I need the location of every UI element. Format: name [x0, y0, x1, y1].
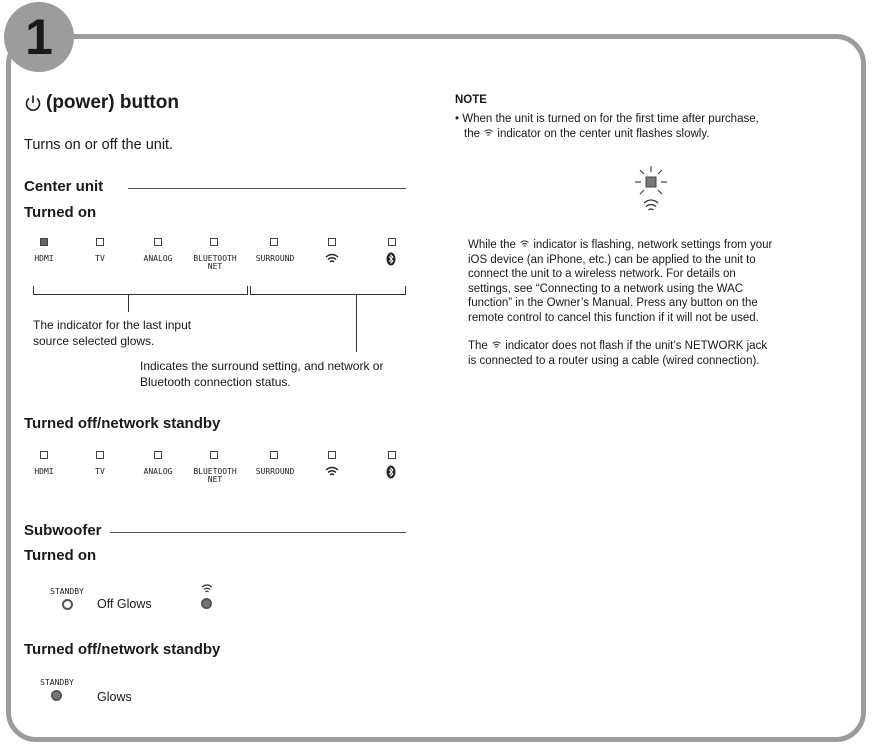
subwoofer-on-status: Off Glows: [97, 597, 152, 611]
subwoofer-on-heading: Turned on: [24, 547, 97, 564]
wifi-icon: [483, 129, 494, 137]
label-bluetooth-net: BLUETOOTH NET: [193, 467, 237, 484]
led-bluetooth: [388, 238, 396, 246]
led-analog: [154, 451, 162, 459]
wifi-icon: [491, 341, 502, 349]
led-surround: [270, 238, 278, 246]
power-icon: [24, 94, 42, 112]
center-led-row-on: [30, 236, 410, 276]
note-bullet-text-a: the: [464, 127, 480, 140]
label-hdmi: HDMI: [34, 254, 54, 263]
standby-indicator-off: [62, 599, 73, 610]
wifi-icon: [519, 240, 530, 248]
note-para1-a: While the: [468, 239, 516, 251]
label-surround: SURROUND: [255, 254, 295, 263]
input-callout-line: [128, 294, 129, 312]
center-led-row-off: [30, 449, 410, 489]
network-indicator-on: [201, 598, 212, 609]
led-analog: [154, 238, 162, 246]
standby-label: STANDBY: [40, 678, 74, 687]
standby-indicator-on: [51, 690, 62, 701]
center-off-heading: Turned off/network standby: [24, 415, 221, 432]
label-tv: TV: [95, 467, 105, 476]
led-bluetooth-net: [210, 451, 218, 459]
callout-input-text: The indicator for the last input source selected glows.: [33, 318, 192, 348]
led-tv: [96, 238, 104, 246]
wifi-icon: [200, 584, 214, 594]
section-title: [24, 92, 179, 114]
callout-surround-text: Indicates the surround setting, and network or Bluetooth connection status.: [140, 359, 384, 389]
led-surround: [270, 451, 278, 459]
led-hdmi: [40, 451, 48, 459]
label-analog: ANALOG: [143, 467, 173, 476]
standby-label: STANDBY: [50, 587, 84, 596]
led-bluetooth: [388, 451, 396, 459]
note-bullet: [455, 112, 845, 141]
led-bluetooth-net: [210, 238, 218, 246]
wifi-icon: [324, 466, 340, 478]
led-wifi: [328, 238, 336, 246]
note-paragraph-1: [468, 238, 848, 325]
center-unit-heading: Center unit: [24, 178, 104, 195]
flashing-led-icon: [633, 164, 669, 216]
subwoofer-off-status: Glows: [97, 690, 132, 704]
step-number-badge: 1: [4, 2, 74, 72]
center-unit-rule: [128, 188, 406, 189]
input-bracket: [33, 286, 248, 295]
label-surround: SURROUND: [255, 467, 295, 476]
note-para2-a: The: [468, 340, 488, 352]
led-hdmi: [40, 238, 48, 246]
bluetooth-icon: [386, 465, 396, 479]
subwoofer-rule: [110, 532, 406, 533]
bluetooth-icon: [386, 252, 396, 266]
subwoofer-heading: Subwoofer: [24, 522, 102, 539]
label-tv: TV: [95, 254, 105, 263]
label-hdmi: HDMI: [34, 467, 54, 476]
note-para1-b: indicator is flashing, network settings from your iOS device (an iPhone, etc.) can be applied to the unit to connect the unit to a wireless network. For details on settings, see “Connecting to a network using the WAC function” in the Owner’s Manual. Press any button on the remote control to cancel this function if it will not be used.: [468, 239, 773, 324]
note-para2-b: indicator does not flash if the unit’s NETWORK jack is connected to a router using a cable (wired connection).: [468, 340, 768, 367]
subwoofer-off-heading: Turned off/network standby: [24, 641, 221, 658]
center-on-heading: Turned on: [24, 204, 97, 221]
label-bluetooth-net: BLUETOOTH NET: [193, 254, 237, 271]
wifi-icon: [324, 253, 340, 265]
note-bullet-text-b: indicator on the center unit flashes slowly.: [497, 127, 710, 140]
surround-callout-line: [356, 294, 357, 352]
title-text: (power) button: [46, 92, 179, 113]
led-wifi: [328, 451, 336, 459]
note-bullet-line1: • When the unit is turned on for the first time after purchase,: [455, 113, 759, 125]
led-tv: [96, 451, 104, 459]
note-bullet-line2: [455, 127, 845, 142]
label-analog: ANALOG: [143, 254, 173, 263]
surround-bracket: [250, 286, 406, 295]
note-title: NOTE: [455, 94, 487, 106]
note-paragraph-2: [468, 339, 848, 368]
description: Turns on or off the unit.: [24, 137, 174, 153]
